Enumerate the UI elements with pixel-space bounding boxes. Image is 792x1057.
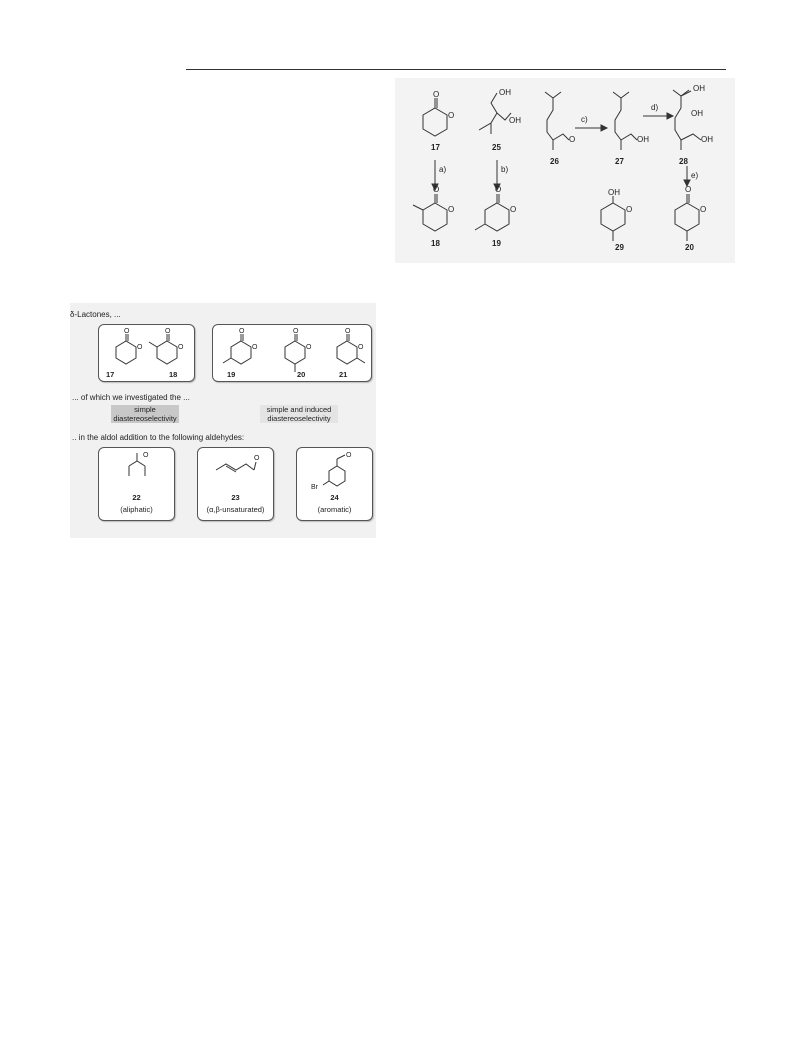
compound-number: 24 (330, 493, 339, 502)
label-o: O (700, 205, 707, 214)
compound-number: 19 (492, 239, 501, 248)
header-rule (186, 69, 726, 70)
label-o: O (626, 205, 633, 214)
compound-number: 17 (431, 143, 440, 152)
svg-text:O: O (306, 344, 312, 351)
aldehyde-type: (aliphatic) (120, 505, 153, 514)
compound-number: 18 (431, 239, 440, 248)
aldol-text: .. in the aldol addition to the following aldehydes: (72, 433, 245, 442)
step-b: b) (501, 165, 509, 174)
label-oh: OH (693, 84, 705, 93)
aldehyde-box-24 (296, 447, 373, 521)
svg-text:O: O (358, 344, 364, 351)
lactone-box-2 (212, 324, 372, 382)
aldehyde-box-22 (98, 447, 175, 521)
lactone-17-18-structures (99, 325, 194, 381)
aldehyde-24-structure (297, 448, 372, 498)
label-o: O (433, 185, 440, 194)
label-o: O (448, 111, 455, 120)
svg-text:O: O (178, 344, 184, 351)
label-oh: OH (701, 135, 713, 144)
label-oh: OH (637, 135, 649, 144)
lactone-19-20-21-structures (213, 325, 371, 381)
compound-number: 27 (615, 157, 624, 166)
tag-induced-diastereoselectivity: simple and induced diastereoselectivity (260, 405, 338, 423)
label-o: O (495, 185, 502, 194)
label-o: O (448, 205, 455, 214)
label-o: O (433, 90, 440, 99)
svg-text:O: O (239, 328, 245, 335)
svg-text:O: O (254, 455, 260, 462)
compound-number: 29 (615, 243, 624, 252)
svg-text:O: O (165, 328, 171, 335)
aldehyde-type: (aromatic) (317, 505, 352, 514)
label-oh: OH (499, 88, 511, 97)
step-d: d) (651, 103, 659, 112)
step-e: e) (691, 171, 699, 180)
compound-number: 21 (339, 370, 348, 379)
svg-text:O: O (293, 328, 299, 335)
compound-number: 19 (227, 370, 236, 379)
svg-text:O: O (252, 344, 258, 351)
compound-number: 20 (685, 243, 694, 252)
label-oh: OH (509, 116, 521, 125)
compound-number: 23 (231, 493, 240, 502)
label-oh: OH (608, 188, 620, 197)
label-o: O (685, 185, 692, 194)
svg-text:O: O (345, 328, 351, 335)
compound-number: 22 (132, 493, 141, 502)
tag-simple-diastereoselectivity: simple diastereoselectivity (111, 405, 179, 423)
step-c: c) (581, 115, 588, 124)
aldehyde-box-23 (197, 447, 274, 521)
compound-number: 20 (297, 370, 306, 379)
label-oh: OH (691, 109, 703, 118)
compound-number: 17 (106, 370, 115, 379)
lactone-box-1 (98, 324, 195, 382)
label-o: O (510, 205, 517, 214)
investigated-text: ... of which we investigated the ... (72, 393, 190, 402)
compound-number: 18 (169, 370, 178, 379)
synthesis-scheme (395, 78, 735, 263)
svg-text:O: O (124, 328, 130, 335)
aldehyde-22-structure (99, 448, 174, 498)
aldehyde-23-structure (198, 448, 273, 498)
lactones-heading: δ-Lactones, ... (70, 310, 121, 319)
svg-text:O: O (346, 452, 352, 459)
bromo-label: Br (311, 484, 318, 491)
compound-number: 25 (492, 143, 501, 152)
label-o: O (569, 135, 576, 144)
compound-number: 28 (679, 157, 688, 166)
svg-text:O: O (143, 452, 149, 459)
svg-text:O: O (137, 344, 143, 351)
aldehyde-type: (α,β-unsaturated) (206, 505, 265, 514)
step-a: a) (439, 165, 447, 174)
compound-number: 26 (550, 157, 559, 166)
